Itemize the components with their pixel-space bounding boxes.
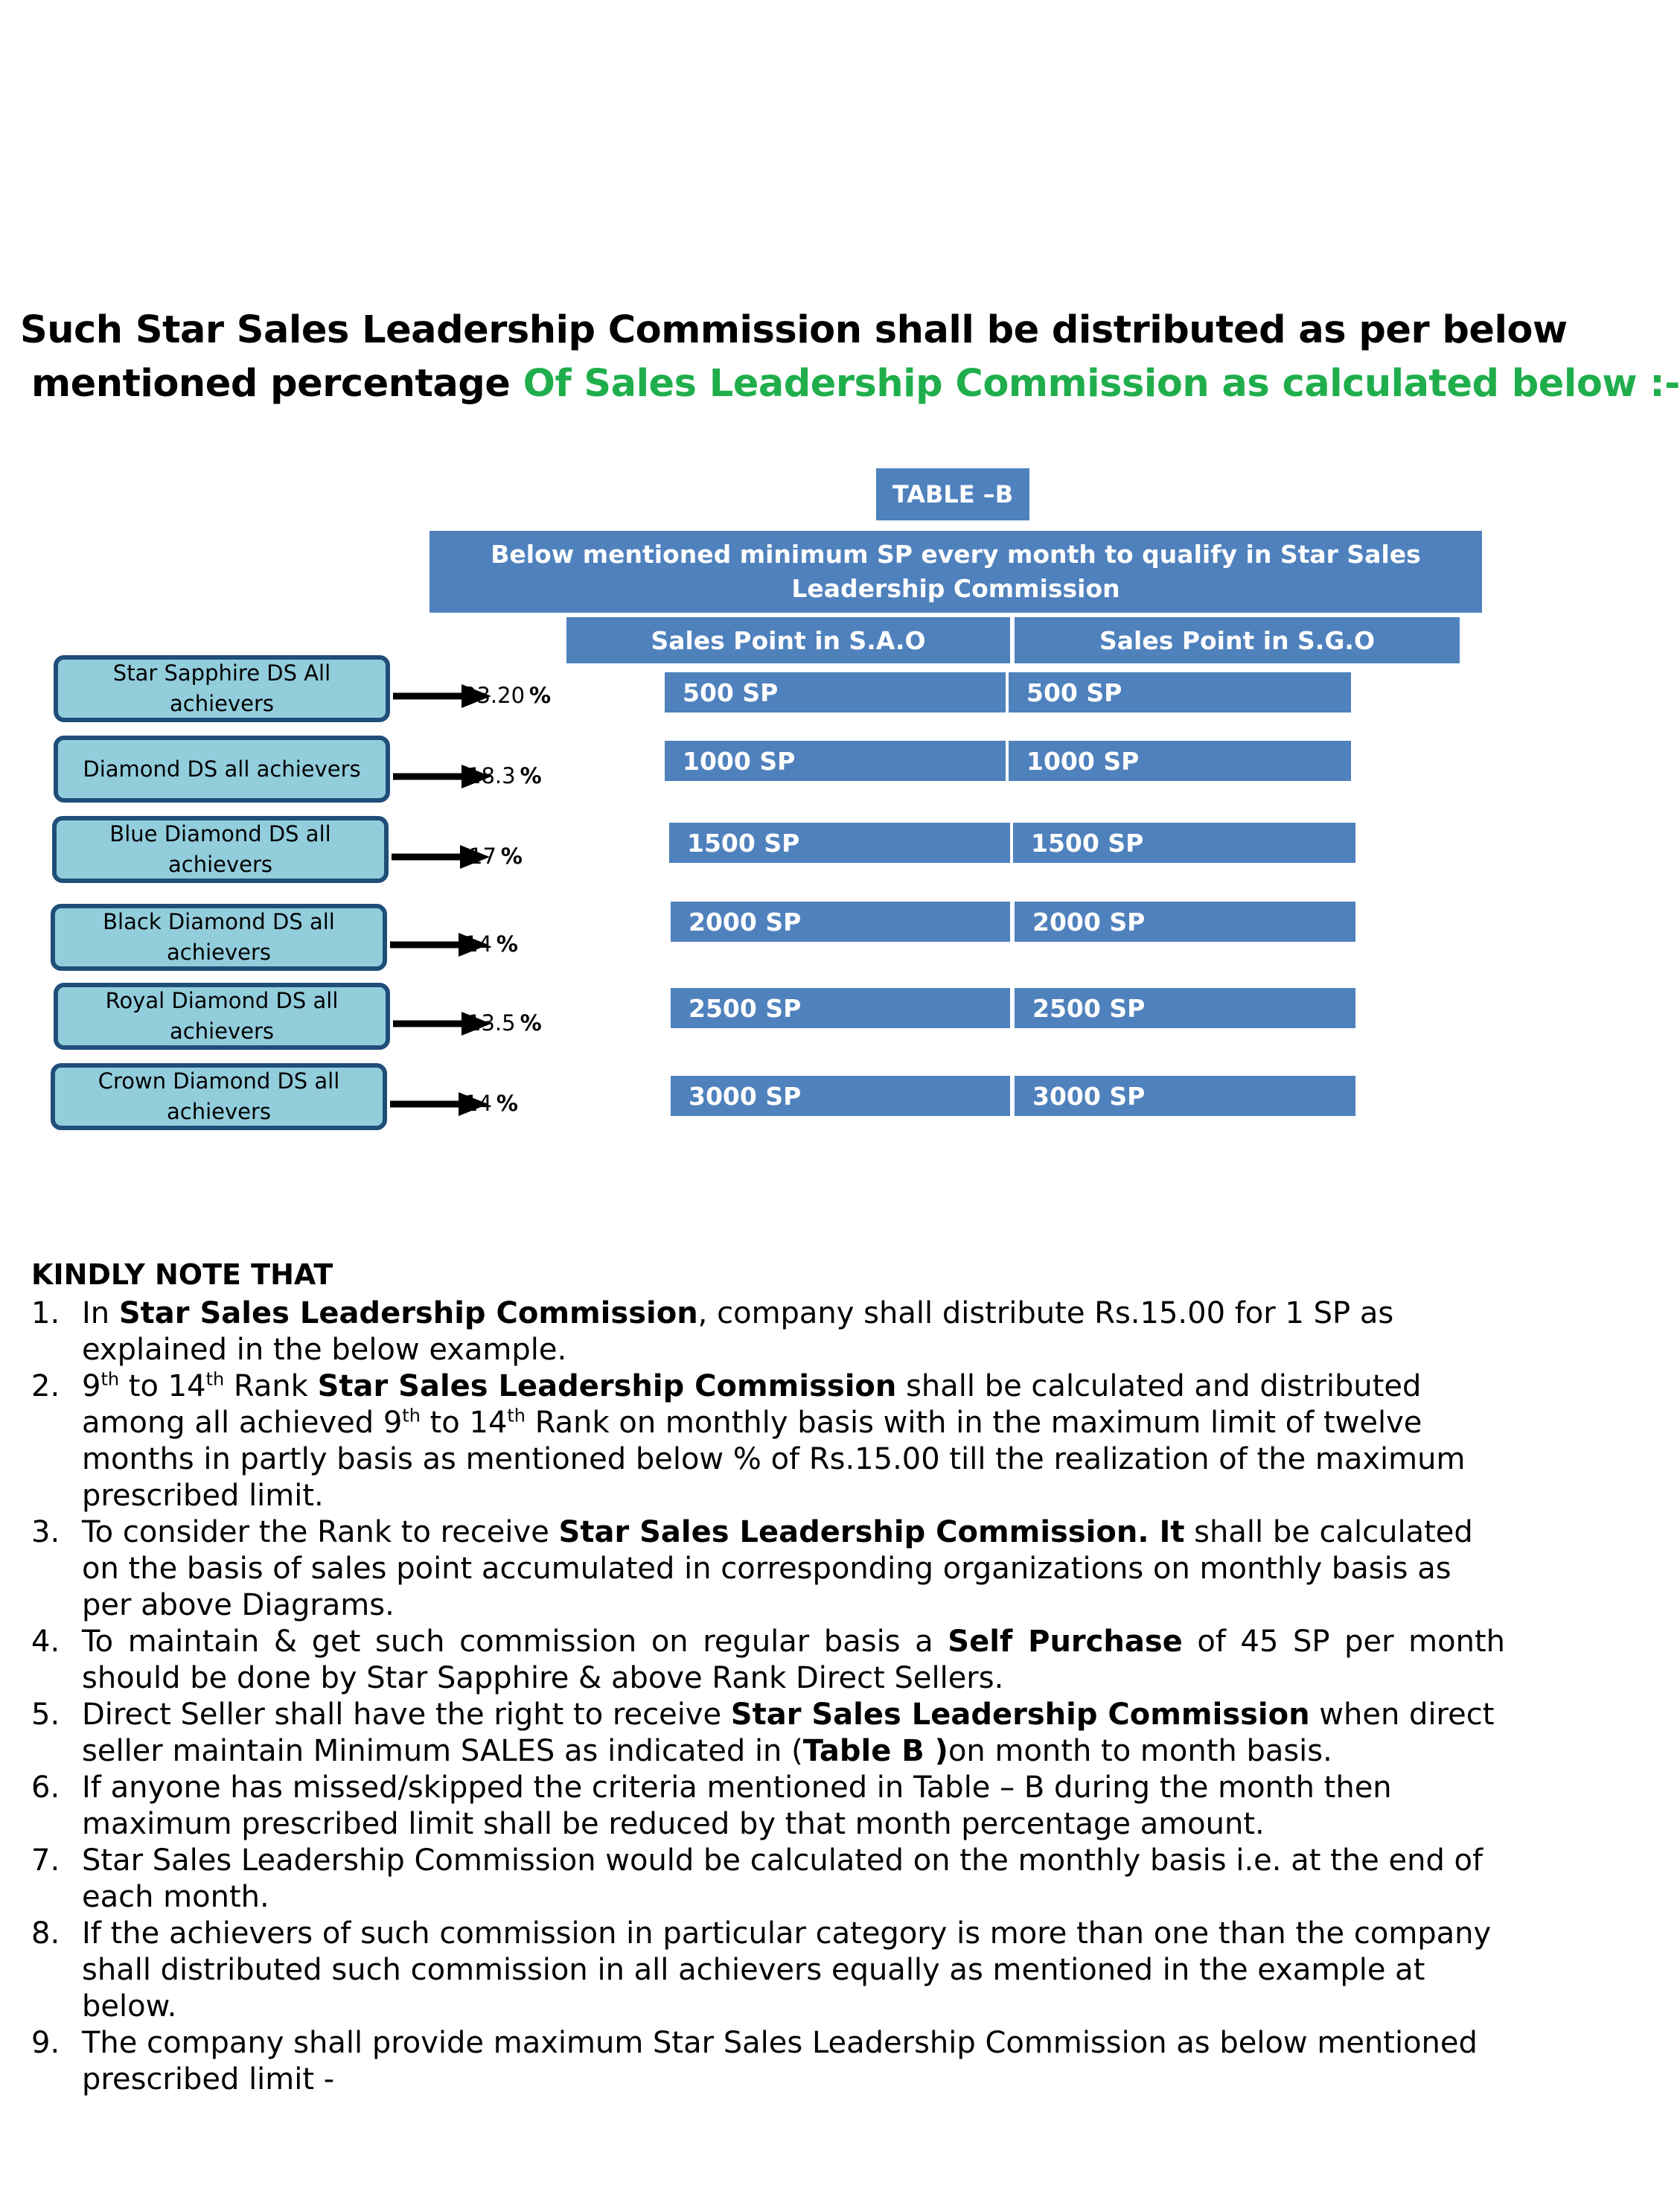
note-text: [82, 1843, 1505, 1916]
note-text-part: th: [100, 1368, 120, 1390]
cell-sao: 2500 SP: [668, 986, 1012, 1030]
cell-sgo: 2500 SP: [1012, 986, 1358, 1030]
note-number: 2.: [31, 1369, 60, 1403]
note-item: [31, 1697, 1505, 1770]
percentage-number: 14: [464, 1091, 492, 1116]
percentage-sign: %: [500, 844, 523, 869]
note-text-part: Rank on monthly basis with in the maximum limit of twelve months in partly basis as mentioned below % of Rs.15.00 till the realization of the maximum prescribed limit.: [82, 1406, 1466, 1513]
percentage-sign: %: [520, 1010, 542, 1036]
rank-box: Black Diamond DS all achievers: [51, 904, 387, 971]
cell-sgo: 2000 SP: [1012, 899, 1358, 944]
note-text-part: Star Sales Leadership Commission: [730, 1697, 1310, 1732]
heading-line-2-black: mentioned percentage: [31, 362, 523, 406]
percentage-value: [464, 931, 518, 957]
percentage-sign: %: [496, 1091, 518, 1116]
percentage-number: 17: [469, 844, 496, 869]
note-text-part: Star Sales Leadership Commission would be calculated on the monthly basis i.e. at the end of each month.: [82, 1843, 1483, 1914]
note-text-part: on month to month basis.: [948, 1734, 1332, 1768]
note-text-part: to 14: [420, 1406, 508, 1440]
notes-title: KINDLY NOTE THAT: [31, 1258, 333, 1291]
note-number: 8.: [31, 1916, 60, 1951]
note-number: 1.: [31, 1296, 60, 1330]
cell-sgo: 500 SP: [1006, 670, 1353, 715]
column-header-sao: Sales Point in S.A.O: [564, 615, 1012, 666]
column-header-sgo: Sales Point in S.G.O: [1012, 615, 1462, 666]
note-text-part: Star Sales Leadership Commission. It: [558, 1515, 1185, 1549]
percentage-value: [467, 1010, 542, 1036]
note-text: [82, 1770, 1505, 1843]
note-text: [82, 1295, 1505, 1368]
note-item: [31, 1916, 1505, 2025]
note-text-part: Star Sales Leadership Commission: [118, 1296, 698, 1330]
percentage-value: [467, 763, 542, 788]
note-text-part: The company shall provide maximum Star Sales Leadership Commission as below mentioned prescribed limit -: [82, 2026, 1478, 2097]
note-text-part: shall be calculated on the basis of sales point accumulated in corresponding organizations on monthly basis as per above Diagrams.: [82, 1515, 1473, 1622]
note-number: 7.: [31, 1843, 60, 1878]
cell-sgo: 1000 SP: [1006, 739, 1353, 783]
note-text-part: shall be calculated and distributed among all achieved 9: [82, 1369, 1422, 1440]
note-text: [82, 1916, 1505, 2025]
note-text-part: , company shall distribute Rs.15.00 for 1 SP as explained in the below example.: [82, 1296, 1394, 1367]
note-text-part: Star Sales Leadership Commission: [317, 1369, 897, 1403]
note-text-part: 9: [82, 1369, 101, 1403]
cell-sao: 3000 SP: [668, 1074, 1012, 1118]
note-item: [31, 1843, 1505, 1916]
percentage-number: 23.20: [463, 683, 526, 708]
percentage-number: 13.5: [467, 1010, 516, 1036]
note-text: [82, 1368, 1505, 1514]
cell-sgo: 1500 SP: [1011, 820, 1358, 865]
heading-line-2-green: Of Sales Leadership Commission as calculated below :-: [523, 362, 1680, 406]
note-text: [82, 1624, 1505, 1697]
note-text-part: If anyone has missed/skipped the criteria mentioned in Table – B during the month then maximum prescribed limit shall be reduced by that month percentage amount.: [82, 1770, 1392, 1841]
note-text-part: Rank: [224, 1369, 318, 1403]
percentage-number: 14: [464, 931, 492, 957]
note-text-part: Self Purchase: [948, 1625, 1183, 1659]
percentage-number: 18.3: [467, 763, 516, 788]
cell-sao: 2000 SP: [668, 899, 1012, 944]
note-item: [31, 1368, 1505, 1514]
percentage-sign: %: [496, 931, 518, 957]
note-item: [31, 1770, 1505, 1843]
note-item: [31, 1295, 1505, 1368]
note-number: 5.: [31, 1697, 60, 1732]
note-number: 6.: [31, 1770, 60, 1805]
note-text-part: when direct seller maintain Minimum SALES as indicated in (: [82, 1697, 1495, 1768]
percentage-value: [469, 844, 523, 869]
cell-sao: 500 SP: [662, 670, 1008, 715]
note-text-part: to 14: [119, 1369, 206, 1403]
notes-list: [31, 1295, 1505, 2098]
rank-box: Blue Diamond DS all achievers: [52, 816, 389, 883]
note-item: [31, 1624, 1505, 1697]
note-text-part: Direct Seller shall have the right to receive: [82, 1697, 731, 1732]
note-text: [82, 2025, 1505, 2098]
note-text: [82, 1697, 1505, 1770]
note-text-part: Table B ): [802, 1734, 948, 1768]
note-number: 3.: [31, 1515, 60, 1549]
rank-box: Crown Diamond DS all achievers: [51, 1063, 387, 1130]
note-text-part: th: [205, 1368, 225, 1390]
note-number: 4.: [31, 1625, 60, 1659]
note-number: 9.: [31, 2026, 60, 2060]
heading-line-1: Such Star Sales Leadership Commission shall be distributed as per below: [20, 308, 1568, 352]
note-item: [31, 2025, 1505, 2098]
note-text: [82, 1514, 1505, 1624]
note-text-part: In: [82, 1296, 119, 1330]
rank-box: Diamond DS all achievers: [54, 736, 390, 803]
note-text-part: To consider the Rank to receive: [82, 1515, 559, 1549]
heading-line-2: [31, 357, 1680, 411]
percentage-value: [463, 683, 551, 708]
note-item: [31, 1514, 1505, 1624]
rank-box: Royal Diamond DS all achievers: [54, 983, 390, 1050]
table-banner: Below mentioned minimum SP every month to qualify in Star Sales Leadership Commission: [427, 529, 1484, 615]
note-text-part: th: [402, 1405, 421, 1426]
note-text-part: To maintain & get such commission on regular basis a: [82, 1625, 948, 1659]
cell-sao: 1500 SP: [667, 820, 1012, 865]
note-text-part: If the achievers of such commission in particular category is more than one than the company shall distributed such commission in all achievers equally as mentioned in the example at below.: [82, 1916, 1492, 2024]
cell-sao: 1000 SP: [662, 739, 1008, 783]
note-text-part: of 45 SP per month should be done by Star Sapphire & above Rank Direct Sellers.: [82, 1625, 1505, 1695]
cell-sgo: 3000 SP: [1012, 1074, 1358, 1118]
rank-box: Star Sapphire DS All achievers: [54, 655, 390, 722]
percentage-value: [464, 1091, 518, 1116]
percentage-sign: %: [520, 763, 542, 788]
table-b-label: TABLE –B: [874, 466, 1032, 523]
percentage-sign: %: [529, 683, 552, 708]
note-text-part: th: [507, 1405, 526, 1426]
